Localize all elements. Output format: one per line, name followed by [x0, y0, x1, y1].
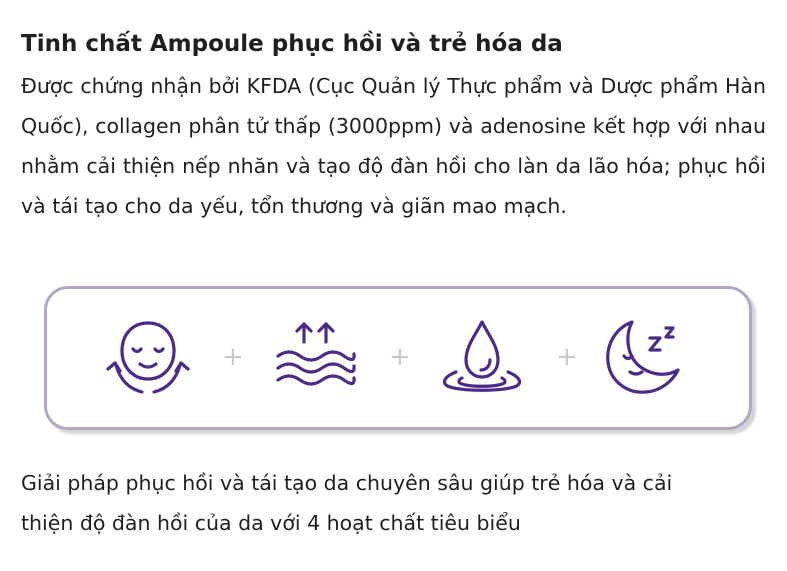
outro-paragraph — [21, 463, 781, 543]
plus-sign: + — [222, 342, 244, 372]
page-title: Tinh chất Ampoule phục hồi và trẻ hóa da — [21, 31, 563, 57]
plus-sign: + — [389, 342, 411, 372]
intro-paragraph: Được chứng nhận bởi KFDA (Cục Quản lý Thực phẩm và Dược phẩm Hàn Quốc), collagen phân tử thấp (3000ppm) và adenosine kết hợp với nhau nhằm cải thiện nếp nhăn và tạo độ đàn hồi cho làn da lão hóa; phục hồi và tái tạo cho da yếu, tổn thương và giãn mao mạch. — [21, 74, 766, 218]
sleeping-moon-icon — [596, 314, 696, 400]
outro-line: Giải pháp phục hồi và tái tạo da chuyên sâu giúp trẻ hóa và cải — [21, 471, 673, 495]
outro-line: thiện độ đàn hồi của da với 4 hoạt chất tiêu biểu — [21, 511, 521, 535]
rising-waves-icon — [270, 318, 360, 398]
water-drop-icon — [432, 314, 532, 400]
plus-sign: + — [556, 342, 578, 372]
smiling-face-icon — [96, 313, 200, 405]
